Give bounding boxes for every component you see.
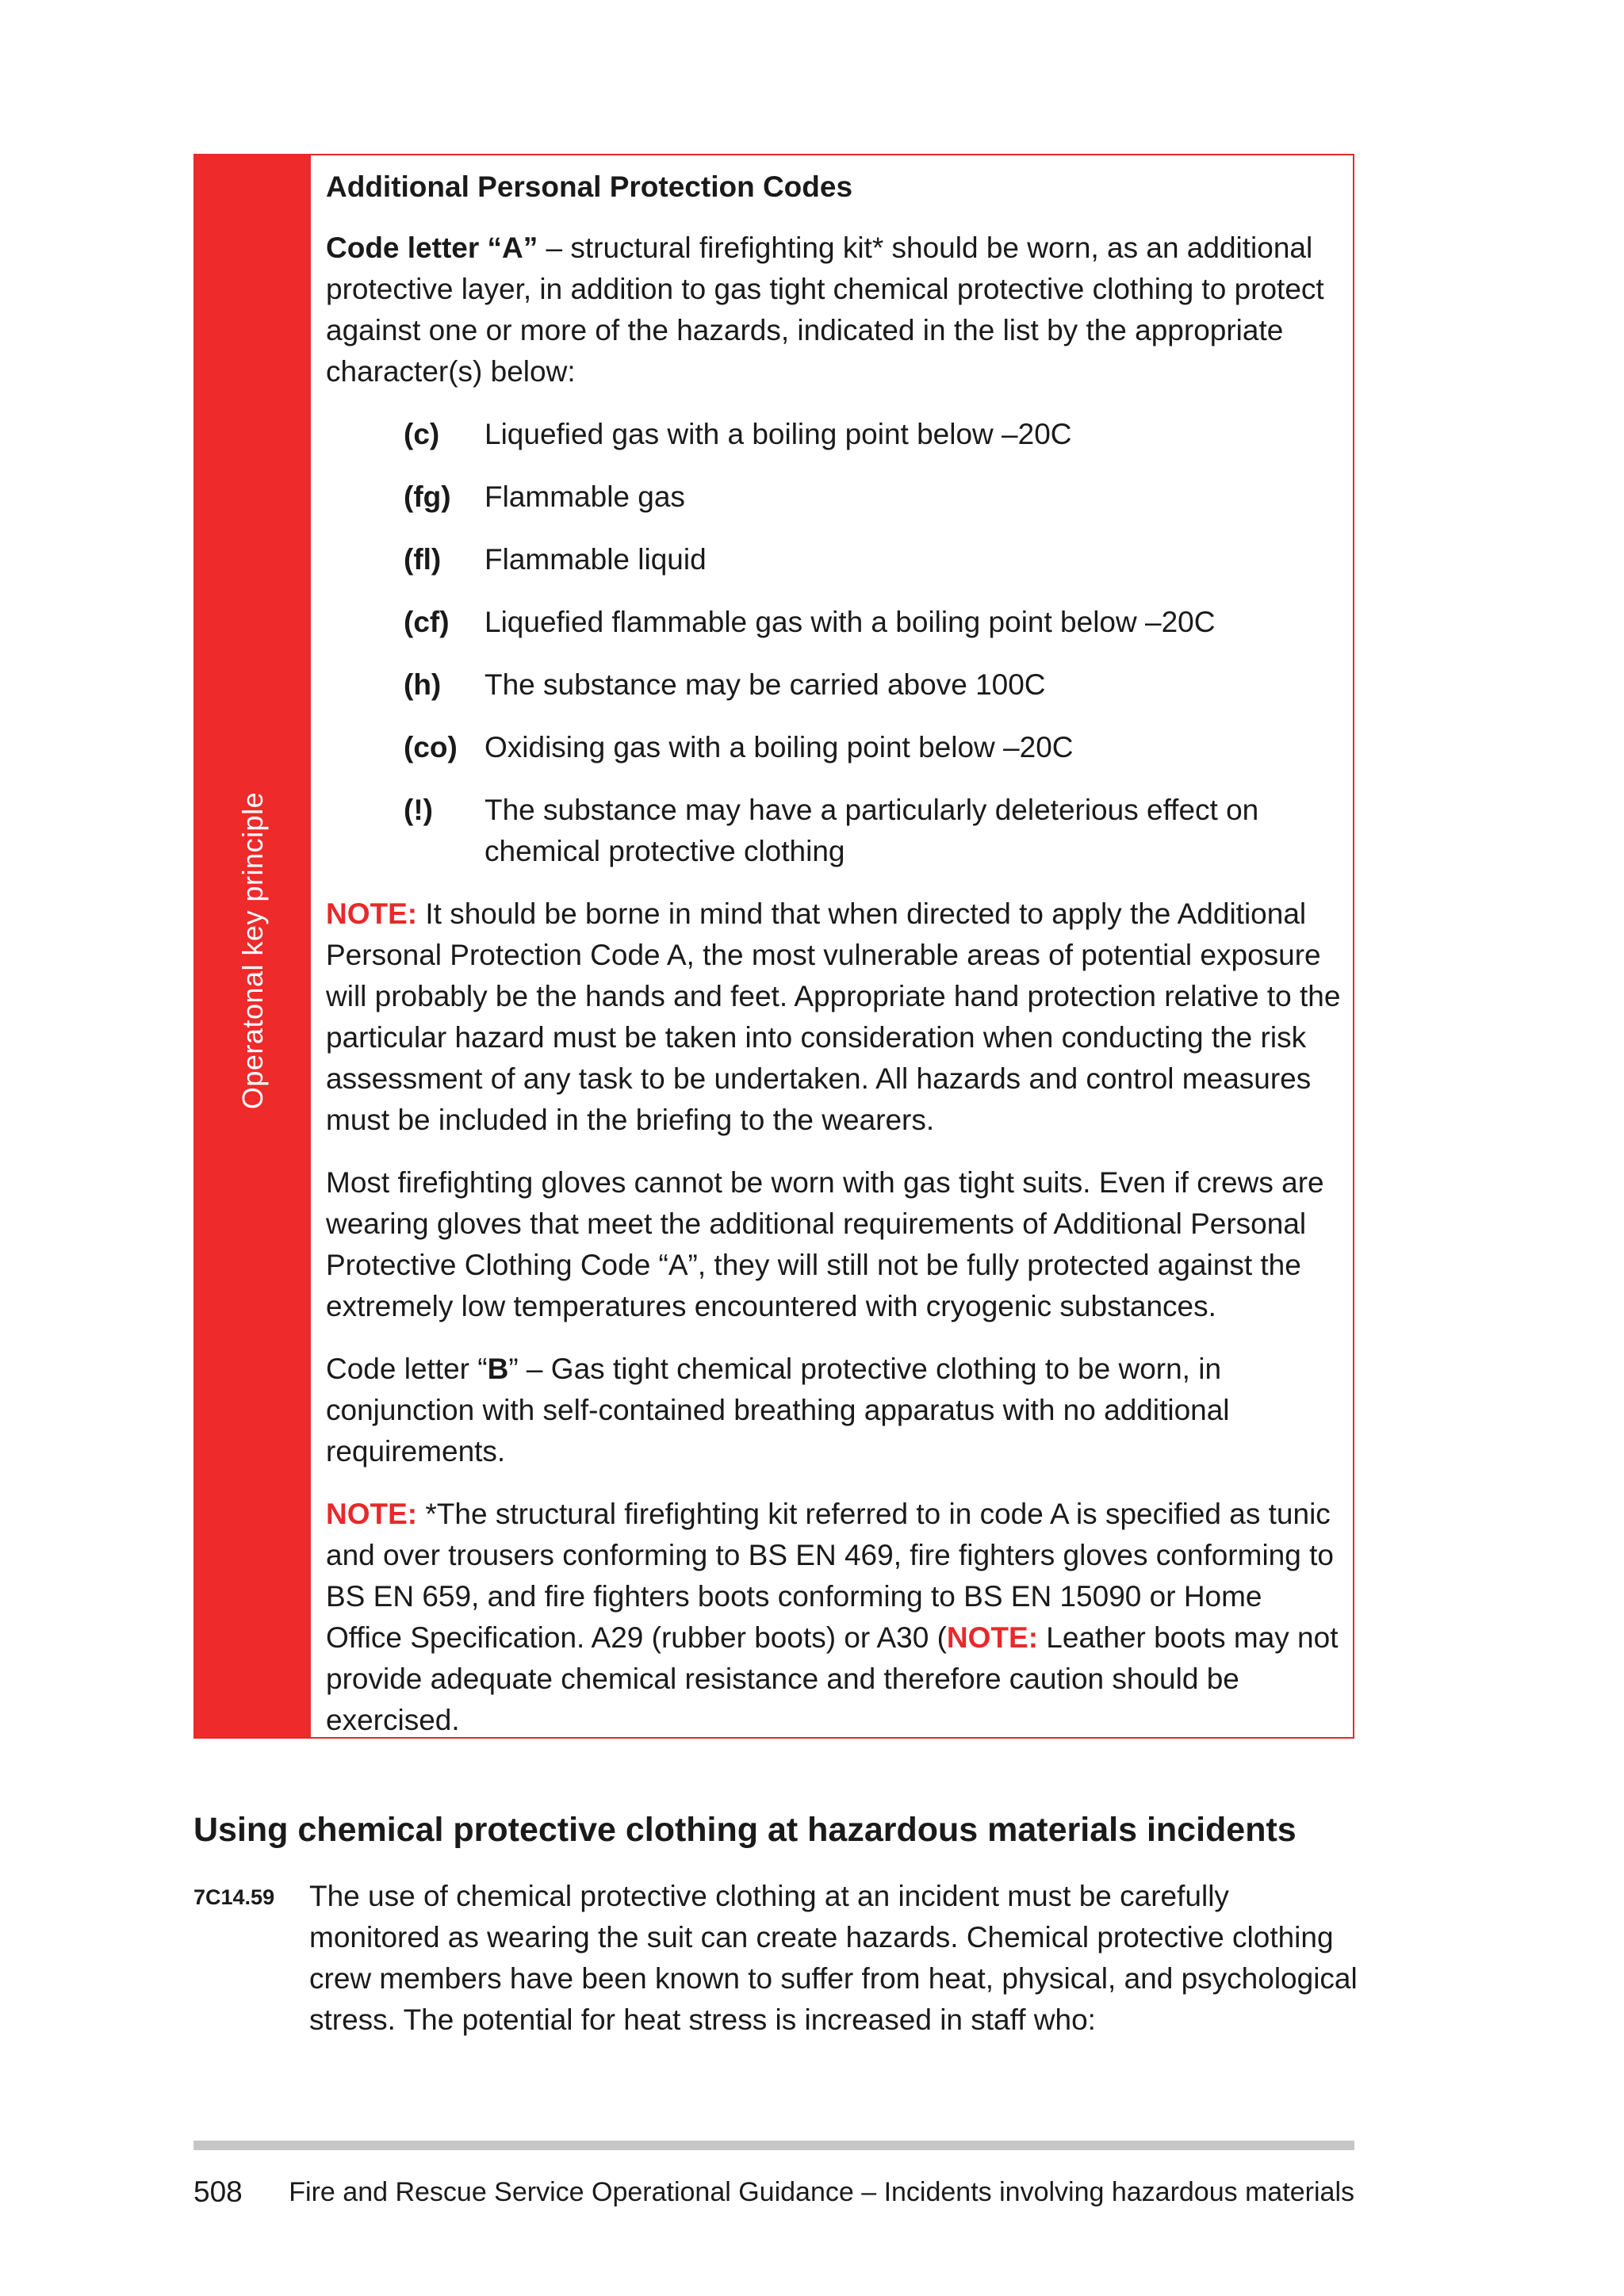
code-b-pre: Code letter “ — [326, 1353, 488, 1385]
note-text: It should be borne in mind that when directed to apply the Additional Personal Protection Code A, the most vulnerable areas of potential exposure will probably be the hands and feet. Appropriate hand protection relative to the particular hazard must be taken into consideration when conducting the risk assessment of any task to be undertaken. All hazards and control measures must be included in the briefing to the wearers. — [326, 897, 1341, 1136]
hazard-code: (fg) — [404, 480, 451, 513]
note-label: NOTE: — [326, 1498, 418, 1530]
sidebar-label: Operatonal key principle — [236, 791, 269, 1110]
gloves-paragraph: Most firefighting gloves cannot be worn with gas tight suits. Even if crews are wearing gloves that meet the additional requirements of Additional Personal Protective Clothing Code “A”, they will still not be fully protected against the extremely low temperatures encountered with cryogenic substances. — [326, 1166, 1324, 1322]
hazard-text: Flammable liquid — [485, 543, 707, 576]
paragraph-number: 7C14.59 — [193, 1885, 275, 1909]
hazard-text: The substance may have a particularly deleterious effect on chemical protective clothing — [485, 794, 1259, 867]
note-text: *The structural firefighting kit referred to in code A is specified as tunic and over trousers conforming to BS EN 469, fire fighters gloves conforming to BS EN 659, and fire fighters boots conforming to BS EN 15090 or Home Office Specification. A29 (rubber boots) or A30 ( — [326, 1498, 1334, 1654]
inner-note-label: NOTE: — [946, 1621, 1039, 1654]
code-b-paragraph — [326, 1349, 1341, 1472]
code-a-paragraph — [326, 228, 1341, 392]
hazard-code: (cf) — [404, 606, 450, 638]
footer-rule — [193, 2141, 1354, 2150]
code-a-label: Code letter “A” — [326, 232, 538, 264]
hazard-text: The substance may be carried above 100C — [485, 668, 1046, 701]
hazard-code: (co) — [404, 731, 458, 763]
hazard-code: (!) — [404, 794, 433, 826]
hazard-code: (h) — [404, 668, 442, 701]
hazard-item — [326, 790, 1341, 872]
hazard-item — [326, 414, 1341, 455]
code-b-letter: B — [487, 1353, 509, 1385]
page-number: 508 — [193, 2175, 243, 2208]
footer-title: Fire and Rescue Service Operational Guidance – Incidents involving hazardous materials — [289, 2177, 1354, 2207]
hazard-item — [326, 727, 1341, 768]
hazard-text: Flammable gas — [485, 480, 685, 513]
note-label: NOTE: — [326, 897, 418, 930]
note-paragraph-2 — [326, 1494, 1341, 1741]
hazard-item — [326, 476, 1341, 518]
hazard-text: Liquefied flammable gas with a boiling point below –20C — [485, 606, 1216, 638]
box-content — [326, 166, 1341, 1741]
hazard-text: Oxidising gas with a boiling point below –20C — [485, 731, 1074, 763]
section-title: Using chemical protective clothing at hazardous materials incidents — [193, 1811, 1297, 1849]
key-principle-box — [193, 154, 1354, 1739]
hazard-list — [326, 414, 1341, 872]
paragraph-text: The use of chemical protective clothing at an incident must be carefully monitored as wearing the suit can create hazards. Chemical protective clothing crew members have been known to suffer from heat, physical, and psychological stress. The potential for heat stress is increased in staff who: — [309, 1880, 1358, 2036]
hazard-item — [326, 664, 1341, 706]
code-b-post: ” – Gas tight chemical protective clothing to be worn, in conjunction with self-contained breathing apparatus with no additional requirements. — [326, 1353, 1230, 1468]
hazard-code: (c) — [404, 418, 440, 450]
box-heading: Additional Personal Protection Codes — [326, 170, 853, 203]
sidebar-band — [195, 155, 311, 1737]
note-tail: Leather boots may not provide adequate chemical resistance and therefore caution should be exercised. — [326, 1621, 1339, 1736]
hazard-code: (fl) — [404, 543, 442, 576]
note-paragraph-1 — [326, 894, 1341, 1141]
hazard-item — [326, 539, 1341, 580]
code-a-text: – structural firefighting kit* should be worn, as an additional protective layer, in addition to gas tight chemical protective clothing to protect against one or more of the hazards, indicated in the list by the appropriate character(s) below: — [326, 232, 1324, 388]
hazard-text: Liquefied gas with a boiling point below –20C — [485, 418, 1072, 450]
hazard-item — [326, 602, 1341, 643]
